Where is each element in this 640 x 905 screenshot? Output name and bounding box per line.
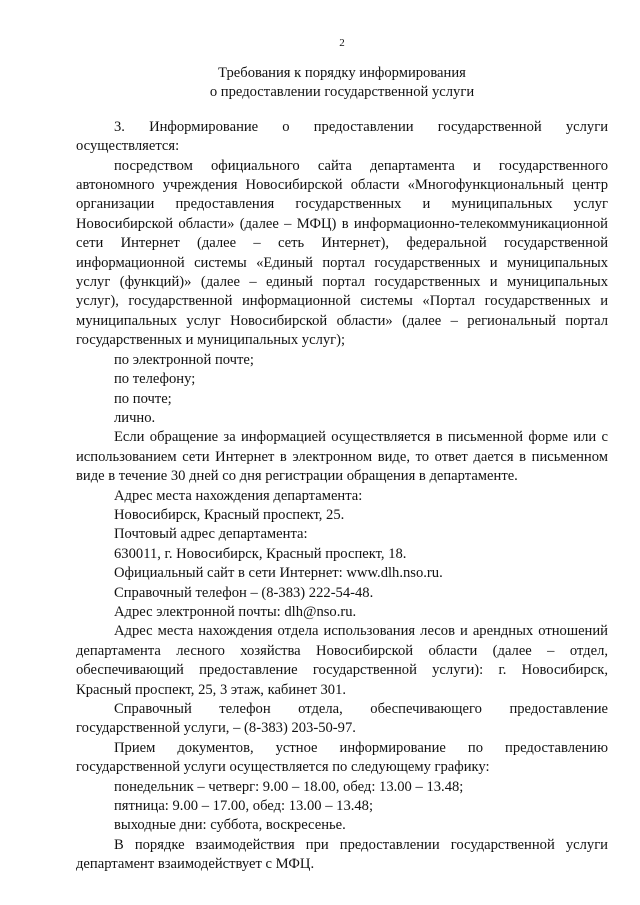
list-item-phone: по телефону; bbox=[114, 371, 196, 388]
official-website: Официальный сайт в сети Интернет: www.dlh.nso.ru. bbox=[114, 565, 443, 582]
paragraph-official-site: посредством официального сайта департамента и государственного автономного учреждения Новосибирской области «Многофункциональный центр организации предоставления государственных и муниципальных услуг Новосибирской области» (далее – МФЦ) в информационно-телекоммуникационной сети Интернет (далее – сеть Интернет), федеральной государственной информационной системы «Единый портал государственных и муниципальных услуг (функций)» (далее – единый портал государственных и муниципальных услуг), государственной информационной системы «Портал государственных и муниципальных услуг Новосибирской области» (далее – региональный портал государственных и муниципальных услуг); bbox=[76, 157, 608, 349]
list-item-in-person: лично. bbox=[114, 409, 156, 426]
address-label: Адрес места нахождения департамента: bbox=[114, 487, 363, 504]
postal-address-value: 630011, г. Новосибирск, Красный проспект, 18. bbox=[114, 545, 407, 562]
title-line-1: Требования к порядку информирования bbox=[218, 65, 466, 81]
page-number: 2 bbox=[339, 37, 345, 49]
paragraph-mfc-interaction: В порядке взаимодействия при предоставлении государственной услуги департамент взаимодействует с МФЦ. bbox=[76, 836, 608, 873]
postal-address-label: Почтовый адрес департамента: bbox=[114, 526, 308, 543]
schedule-mon-thu: понедельник – четверг: 9.00 – 18.00, обед: 13.00 – 13.48; bbox=[114, 778, 464, 795]
paragraph-department-phone: Справочный телефон отдела, обеспечивающего предоставление государственной услуги, – (8-383) 203-50-97. bbox=[76, 701, 608, 737]
list-item-email: по электронной почте; bbox=[114, 351, 254, 368]
schedule-fri: пятница: 9.00 – 17.00, обед: 13.00 – 13.48; bbox=[114, 798, 374, 815]
address-value: Новосибирск, Красный проспект, 25. bbox=[114, 506, 345, 523]
paragraph-department-address: Адрес места нахождения отдела использования лесов и арендных отношений департамента лесного хозяйства Новосибирской области (далее – отдел, обеспечивающий предоставление государственной услуги): г. Новосибирск, Красный проспект, 25, 3 этаж, кабинет 301. bbox=[76, 623, 608, 698]
paragraph-schedule: Прием документов, устное информирование по предоставлению государственной услуги осуществляется по следующему графику: bbox=[76, 739, 608, 776]
list-item-post: по почте; bbox=[114, 390, 172, 407]
schedule-weekend: выходные дни: суббота, воскресенье. bbox=[114, 817, 346, 834]
paragraph-written-response: Если обращение за информацией осуществляется в письменной форме или с использованием сети Интернет в электронном виде, то ответ дается в письменном виде в течение 30 дней со дня регистрации обращения в департаменте. bbox=[76, 429, 608, 485]
reference-phone: Справочный телефон – (8-383) 222-54-48. bbox=[114, 584, 374, 601]
title-line-2: о предоставлении государственной услуги bbox=[209, 84, 475, 101]
section-title bbox=[76, 64, 608, 103]
paragraph-informing: 3. Информирование о предоставлении государственной услуги осуществляется: bbox=[76, 118, 608, 155]
email-address: Адрес электронной почты: dlh@nso.ru. bbox=[114, 603, 357, 620]
